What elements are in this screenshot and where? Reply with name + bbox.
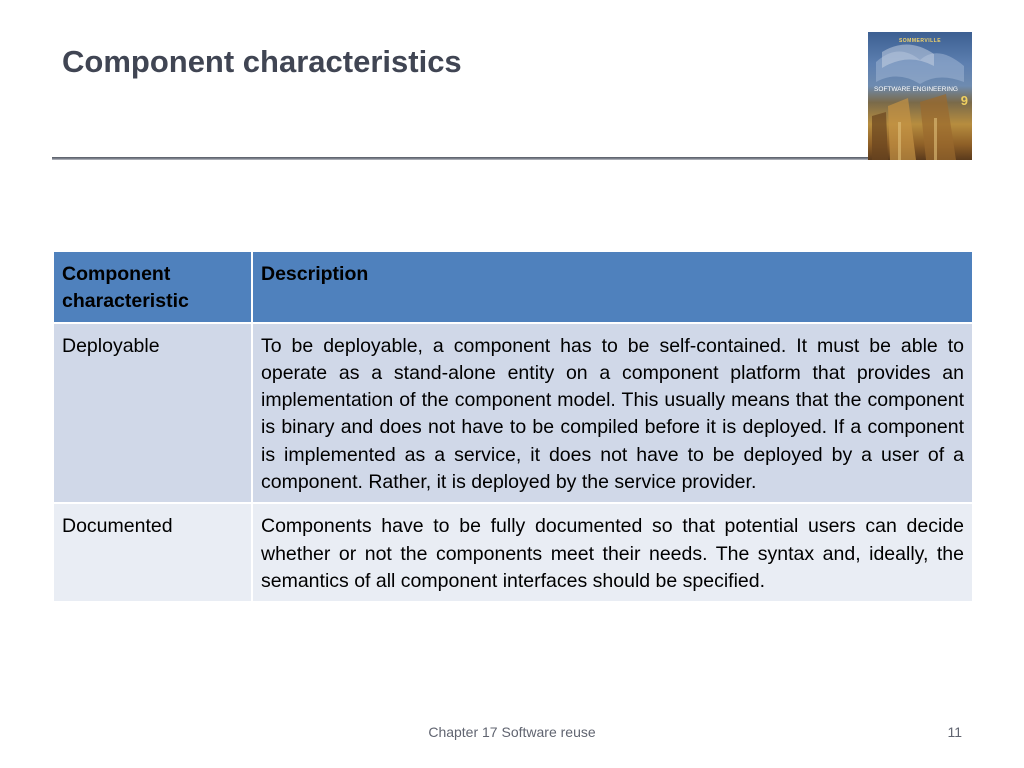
book-edition: 9 <box>960 93 968 108</box>
book-cover-image <box>868 32 972 160</box>
characteristics-table-container <box>52 250 972 603</box>
slide-title: Component characteristics <box>62 44 462 79</box>
description-cell: Components have to be fully documented so that potential users can decide whether or not the components meet their needs. The syntax and, ideally, the semantics of all component interfaces should be specified. <box>252 503 973 602</box>
characteristic-cell: Documented <box>53 503 252 602</box>
title-divider <box>52 157 868 160</box>
characteristic-cell: Deployable <box>53 323 252 504</box>
table-header-row <box>53 251 973 323</box>
description-cell: To be deployable, a component has to be self-contained. It must be able to operate as a stand-alone entity on a component platform that provides an implementation of the component model. This usually means that the component is binary and does not have to be compiled before it is deployed. If a component is implemented as a service, it does not have to be deployed by a user of a component. Rather, it is deployed by the service provider. <box>252 323 973 504</box>
footer-chapter-label: Chapter 17 Software reuse <box>428 724 596 740</box>
table-row <box>53 323 973 504</box>
table-row <box>53 503 973 602</box>
characteristics-table <box>52 250 974 603</box>
book-author: SOMMERVILLE <box>898 38 942 44</box>
building-illustration <box>868 32 972 160</box>
header-description: Description <box>252 251 973 323</box>
header-characteristic: Component characteristic <box>53 251 252 323</box>
book-title: SOFTWARE ENGINEERING <box>874 86 958 93</box>
footer-page-number: 11 <box>947 724 962 740</box>
